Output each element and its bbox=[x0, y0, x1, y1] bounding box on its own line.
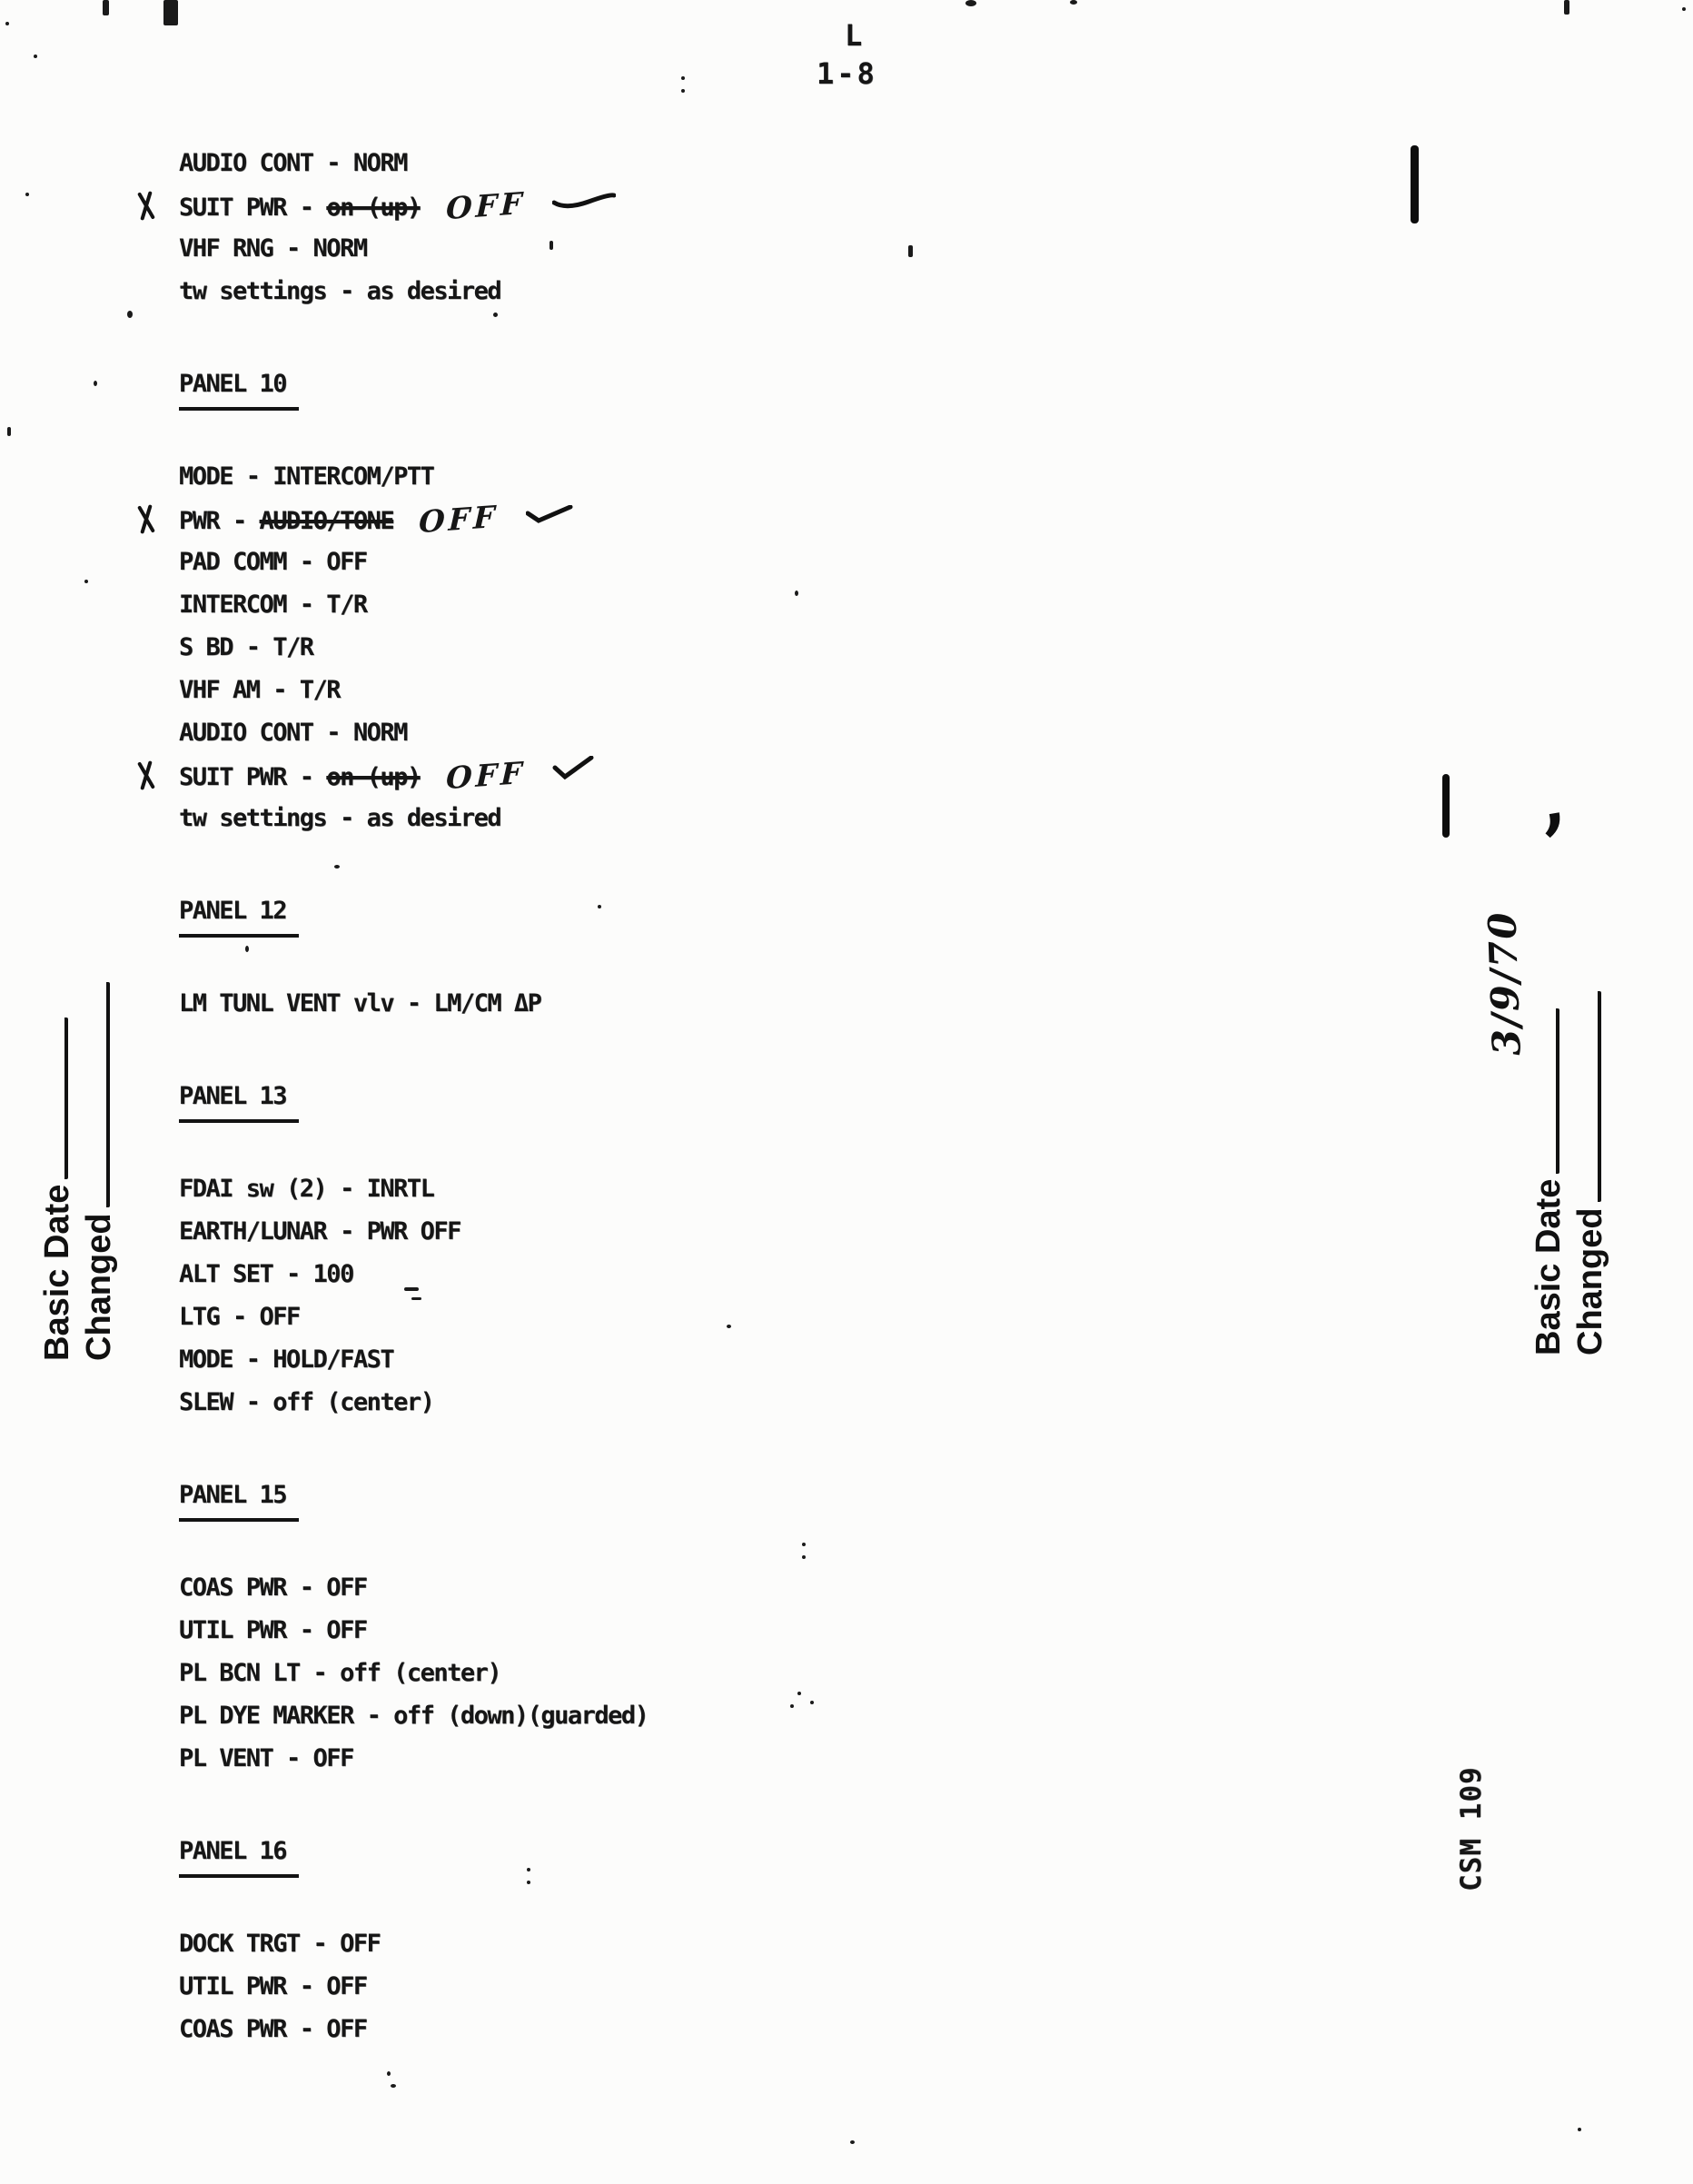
ink-speck bbox=[681, 89, 685, 93]
panel-heading bbox=[179, 362, 1269, 405]
checklist-line-text: PL DYE MARKER - off (down)(guarded) bbox=[179, 1702, 648, 1730]
checklist-line bbox=[179, 797, 1269, 839]
checklist-line-text: COAS PWR - OFF bbox=[179, 2015, 367, 2043]
checklist-line-text: tw settings - as desired bbox=[179, 804, 501, 832]
ink-speck bbox=[965, 0, 976, 6]
checklist-line bbox=[179, 142, 1269, 184]
checklist-line bbox=[179, 711, 1269, 754]
checklist-line bbox=[179, 1167, 1269, 1210]
ink-speck bbox=[1682, 7, 1686, 11]
ink-speck bbox=[727, 1325, 731, 1328]
checklist-line bbox=[179, 1609, 1269, 1652]
checklist-line-text: UTIL PWR - OFF bbox=[179, 1616, 367, 1644]
checklist-line bbox=[179, 2008, 1269, 2050]
checklist-line bbox=[179, 1296, 1269, 1338]
ink-speck bbox=[1411, 145, 1419, 223]
changed-blank bbox=[79, 982, 110, 1207]
checklist-line-text: ALT SET - 100 bbox=[179, 1260, 353, 1288]
checklist-line-text: LTG - OFF bbox=[179, 1303, 300, 1331]
checklist-line bbox=[179, 626, 1269, 669]
handwritten-check-mark bbox=[526, 505, 573, 523]
changed-row bbox=[1569, 923, 1611, 1355]
checklist-line bbox=[179, 1694, 1269, 1737]
checklist-line bbox=[179, 669, 1269, 711]
ink-speck bbox=[549, 241, 553, 250]
checklist-line-text: DOCK TRGT - OFF bbox=[179, 1930, 381, 1958]
checklist-line-text: SLEW - off (center) bbox=[179, 1388, 434, 1416]
ink-speck bbox=[103, 0, 109, 15]
checklist-line-text: AUDIO CONT - NORM bbox=[179, 149, 407, 177]
changed-label: Changed bbox=[1571, 1207, 1609, 1355]
ink-speck bbox=[163, 0, 178, 25]
left-margin-form bbox=[36, 932, 136, 1361]
checklist-line-text: AUDIO CONT - NORM bbox=[179, 719, 407, 747]
handwritten-x-mark bbox=[135, 191, 155, 221]
checklist-line-text: UTIL PWR - OFF bbox=[179, 1972, 367, 2000]
checklist-line bbox=[179, 184, 1269, 227]
checklist-line-text: EARTH/LUNAR - PWR OFF bbox=[179, 1217, 460, 1246]
checklist-line-text: SUIT PWR - bbox=[179, 763, 327, 791]
ink-speck bbox=[1578, 2128, 1581, 2131]
handwritten-check-mark bbox=[552, 192, 616, 210]
changed-label: Changed bbox=[80, 1213, 118, 1361]
ink-speck bbox=[797, 1692, 801, 1695]
checklist-line-text: VHF RNG - NORM bbox=[179, 234, 367, 263]
panel-heading bbox=[179, 1830, 1269, 1872]
basic-date-label: Basic Date bbox=[1530, 1178, 1568, 1355]
checklist-line bbox=[179, 1965, 1269, 2008]
basic-date-row bbox=[36, 932, 78, 1361]
basic-date-blank bbox=[37, 1018, 68, 1179]
checklist-line-text: SUIT PWR - bbox=[179, 194, 327, 222]
ink-speck bbox=[127, 311, 133, 318]
ink-speck bbox=[908, 245, 913, 257]
basic-date-value-row bbox=[1480, 909, 1530, 1355]
ink-speck bbox=[5, 22, 9, 25]
ink-speck bbox=[7, 427, 11, 436]
checklist-line-text: PL VENT - OFF bbox=[179, 1744, 353, 1772]
changed-blank bbox=[1570, 991, 1601, 1202]
ink-speck bbox=[598, 905, 601, 908]
ink-speck bbox=[387, 2071, 391, 2076]
ink-speck bbox=[1070, 0, 1077, 5]
panel-heading-text: PANEL 13 bbox=[179, 1075, 299, 1123]
panel-heading-text: PANEL 15 bbox=[179, 1474, 299, 1522]
ink-speck bbox=[245, 946, 249, 952]
checklist-line-text: MODE - INTERCOM/PTT bbox=[179, 462, 434, 491]
checklist-line bbox=[179, 541, 1269, 583]
ink-speck bbox=[1442, 774, 1450, 838]
panel-heading-text: PANEL 12 bbox=[179, 889, 299, 938]
checklist-line bbox=[179, 1652, 1269, 1694]
checklist bbox=[179, 142, 1269, 2050]
handwritten-date: 3/9/70 bbox=[1480, 909, 1530, 1057]
panel-heading bbox=[179, 1075, 1269, 1117]
checklist-line-text: PAD COMM - OFF bbox=[179, 548, 367, 576]
ink-speck bbox=[84, 580, 88, 583]
ink-speck bbox=[850, 2140, 855, 2144]
basic-date-label: Basic Date bbox=[38, 1184, 76, 1361]
ink-speck bbox=[334, 865, 340, 869]
checklist-line bbox=[179, 754, 1269, 797]
strikethrough-text: on (up) bbox=[326, 194, 421, 222]
handwritten-x-mark bbox=[135, 504, 155, 534]
ink-speck bbox=[527, 1868, 530, 1871]
checklist-line-text: PWR - bbox=[179, 507, 260, 535]
ink-speck bbox=[493, 313, 498, 317]
strikethrough-text: on (up) bbox=[326, 763, 421, 791]
right-margin-form bbox=[1480, 909, 1609, 1355]
ink-speck bbox=[411, 1297, 421, 1300]
ink-speck bbox=[34, 55, 37, 58]
handwritten-off: OFF bbox=[418, 498, 500, 541]
checklist-line bbox=[179, 1737, 1269, 1780]
ink-speck bbox=[795, 591, 798, 596]
ink-speck bbox=[802, 1543, 806, 1546]
checklist-line bbox=[179, 583, 1269, 626]
panel-heading bbox=[179, 1474, 1269, 1516]
page-letter: L bbox=[845, 18, 866, 53]
handwritten-x-mark bbox=[135, 760, 155, 790]
checklist-line-text: S BD - T/R bbox=[179, 633, 313, 661]
checklist-line-text: MODE - HOLD/FAST bbox=[179, 1345, 394, 1374]
ink-speck bbox=[681, 76, 685, 80]
basic-date-row bbox=[1528, 923, 1569, 1355]
handwritten-off: OFF bbox=[445, 184, 526, 227]
craft-id-block bbox=[1455, 1719, 1513, 1891]
checklist-line-text: LM TUNL VENT vlv - LM/CM ΔP bbox=[179, 989, 541, 1018]
changed-row bbox=[78, 932, 120, 1361]
ink-speck bbox=[1564, 0, 1569, 15]
ink-speck bbox=[802, 1555, 806, 1559]
checklist-line bbox=[179, 1381, 1269, 1424]
checklist-line-text: FDAI sw (2) - INRTL bbox=[179, 1175, 434, 1203]
ink-speck bbox=[810, 1701, 814, 1704]
checklist-line bbox=[179, 1338, 1269, 1381]
panel-heading-text: PANEL 16 bbox=[179, 1830, 299, 1878]
checklist-line bbox=[179, 1210, 1269, 1253]
checklist-line-text: VHF AM - T/R bbox=[179, 676, 341, 704]
ink-speck bbox=[391, 2084, 396, 2088]
basic-date-blank bbox=[1529, 1008, 1559, 1174]
ink-speck bbox=[25, 193, 29, 196]
checklist-line bbox=[179, 1253, 1269, 1296]
checklist-line bbox=[179, 1922, 1269, 1965]
ink-speck bbox=[404, 1287, 419, 1291]
checklist-line-text: tw settings - as desired bbox=[179, 277, 501, 305]
strikethrough-text: AUDIO/TONE bbox=[259, 507, 394, 535]
checklist-line bbox=[179, 498, 1269, 541]
ink-speck bbox=[527, 1881, 530, 1884]
panel-heading-text: PANEL 10 bbox=[179, 362, 299, 411]
handwritten-check-mark bbox=[552, 756, 594, 779]
checklist-line bbox=[179, 455, 1269, 498]
panel-heading bbox=[179, 889, 1269, 932]
checklist-line bbox=[179, 270, 1269, 313]
checklist-line-text: COAS PWR - OFF bbox=[179, 1573, 367, 1602]
ink-comma-mark: , bbox=[1531, 755, 1571, 844]
checklist-line bbox=[179, 982, 1269, 1025]
ink-speck bbox=[94, 381, 97, 386]
page-number: 1-8 bbox=[817, 56, 877, 91]
checklist-line bbox=[179, 227, 1269, 270]
checklist-line bbox=[179, 1566, 1269, 1609]
handwritten-off: OFF bbox=[445, 754, 526, 797]
craft-id: CSM 109 bbox=[1455, 1766, 1488, 1891]
ink-speck bbox=[790, 1704, 794, 1708]
checklist-line-text: INTERCOM - T/R bbox=[179, 591, 367, 619]
checklist-line-text: PL BCN LT - off (center) bbox=[179, 1659, 501, 1687]
